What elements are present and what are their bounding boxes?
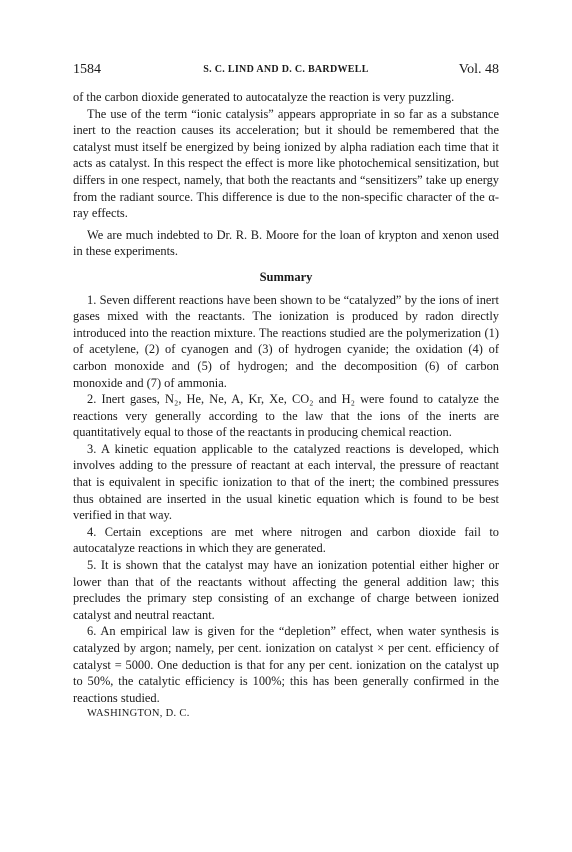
paragraph-acknowledgment: We are much indebted to Dr. R. B. Moore for the loan of krypton and xenon used in these experiments. xyxy=(73,227,499,259)
page-number: 1584 xyxy=(73,62,101,77)
summary-heading: Summary xyxy=(259,269,313,284)
summary-item-4: 4. Certain exceptions are met where nitrogen and carbon dioxide fail to autocatalyze reactions in which they are generated. xyxy=(73,524,499,556)
summary-item-1: 1. Seven different reactions have been shown to be “catalyzed” by the ions of inert gases mixed with the reactants. The ionization is produced by radon directly introduced into the reaction mixture. The reactions studied are the polymerization (1) of acetylene, (2) of cyanogen and (3) of hydrogen cyanide; the oxidation (4) of carbon monoxide and (5) of hydrogen; and the decomposition (6) of carbon monoxide and (7) of ammonia. xyxy=(73,292,499,390)
paragraph-2: The use of the term “ionic catalysis” appears appropriate in so far as a substance inert to the reaction causes its acceleration; but it should be remembered that the catalyst must itself be energized by being ionized by alpha radiation each time that it acts as catalyst. In this respect the effect is more like photochemical sensitization, but differs in one respect, namely, that both the reactants and “sensitizers” take up energy from the radiant source. This difference is due to the non-specific character of the α-ray effects. xyxy=(73,106,499,221)
summary-item-6: 6. An empirical law is given for the “depletion” effect, when water synthesis is catalyzed by argon; namely, per cent. ionization on catalyst × per cent. efficiency of catalyst = 5000. One deduction is that for any per cent. ionization on the catalyst up to 50%, the catalytic efficiency is 100%; this has been generally confirmed in the reactions studied. xyxy=(73,624,499,705)
summary-item-5: 5. It is shown that the catalyst may have an ionization potential either higher or lower than that of the reactants without affecting the general addition law; this precludes the primary step consisting of an exchange of charge between ionized catalyst and neutral reactant. xyxy=(73,558,499,622)
summary-item-2: 2. Inert gases, N₂, He, Ne, A, Kr, Xe, CO₂ and H₂ were found to catalyze the reactions very generally according to the law that the ions of the inerts are quantitatively equal to those of the reactants in producing chemical reaction. xyxy=(73,392,499,440)
paragraph-1: of the carbon dioxide generated to autocatalyze the reaction is very puzzling. xyxy=(73,90,455,104)
summary-item-3: 3. A kinetic equation applicable to the catalyzed reactions is developed, which involves adding to the pressure of reactant at each interval, the pressure of reactant that is equivalent in specific ionization to that of the inert; the combined pressures thus obtained are inserted in the usual kinetic equation which is found to be best verified in that way. xyxy=(73,441,499,523)
place-line: WASHINGTON, D. C. xyxy=(87,708,190,720)
volume-label: Vol. 48 xyxy=(458,62,499,77)
page-header xyxy=(73,62,499,82)
page-body xyxy=(73,89,499,723)
running-title: S. C. LIND AND D. C. BARDWELL xyxy=(203,64,369,75)
